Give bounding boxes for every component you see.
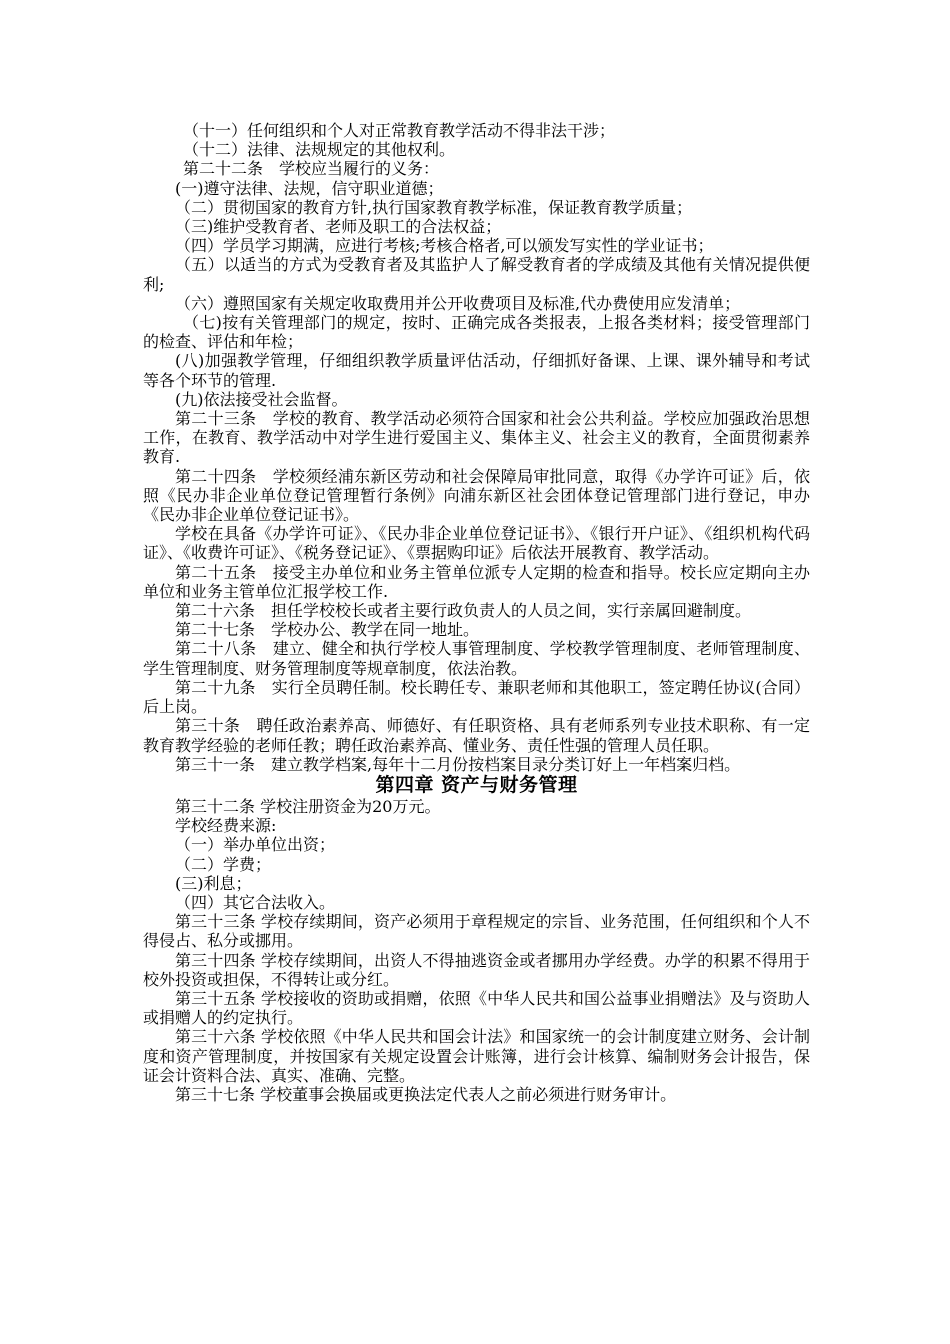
duty-item-4: （四）学员学习期满，应进行考核;考核合格者,可以颁发写实性的学业证书； [175,236,714,256]
duty-item-9: (九)依法接受社会监督。 [175,389,348,409]
funding-item-2: （二）学费； [175,854,272,874]
article-34: 第三十四条 学校存续期间，出资人不得抽逃资金或者挪用办学经费。办学的积累不得用于校外投资或担保，不得转让或分红。 [143,950,810,989]
funding-item-3: (三)利息； [175,873,252,893]
article-32: 第三十二条 学校注册资金为20万元。 [175,796,441,816]
duty-item-5: （五）以适当的方式为受教育者及其监护人了解受教育者的学成绩及其他有关情况提供便利; [143,255,810,294]
duty-item-7: （七)按有关管理部门的规定，按时、正确完成各类报表，上报各类材料；接受管理部门的检查、评估和年检； [143,313,810,352]
funding-item-4: （四）其它合法收入。 [175,892,336,912]
article-28: 第二十八条 建立、健全和执行学校人事管理制度、学校教学管理制度、老师管理制度、学生管理制度、财务管理制度等规章制度，依法治教。 [143,639,810,678]
article-33: 第三十三条 学校存续期间，资产必须用于章程规定的宗旨、业务范围，任何组织和个人不得侵占、私分或挪用。 [143,912,810,951]
article-24: 第二十四条 学校须经浦东新区劳动和社会保障局审批同意，取得《办学许可证》后，依照《民办非企业单位登记管理暂行条例》向浦东新区社会团体登记管理部门进行登记，申办《民办非企业单位登记证书》。 [143,466,810,525]
chapter-heading: 第四章 资产与财务管理 [375,773,578,796]
article-35: 第三十五条 学校接收的资助或捐赠，依照《中华人民共和国公益事业捐赠法》及与资助人或捐赠人的约定执行。 [143,988,810,1028]
document-page [143,121,810,1104]
funding-sources-heading: 学校经费来源: [175,816,277,836]
clause-item-11: （十一）任何组织和个人对正常教育教学活动不得非法干涉； [183,121,616,140]
article-36: 第三十六条 学校依照《中华人民共和国会计法》和国家统一的会计制度建立财务、会计制度和资产管理制度，并按国家有关规定设置会计账簿，进行会计核算、编制财务会计报告，保证会计资料合法、真实、准确、完整。 [143,1027,810,1085]
duty-item-3: （三)维护受教育者、老师及职工的合法权益； [175,217,502,237]
duty-item-6: （六）遵照国家有关规定收取费用并公开收费项目及标准,代办费使用应发清单； [175,293,741,313]
clause-item-12: （十二）法律、法规规定的其他权利。 [183,140,456,160]
article-37: 第三十七条 学校董事会换届或更换法定代表人之前必须进行财务审计。 [175,1084,677,1104]
article-26: 第二十六条 担任学校校长或者主要行政负责人的人员之间，实行亲属回避制度。 [175,601,752,621]
article-30: 第三十条 聘任政治素养高、师德好、有任职资格、具有老师系列专业技术职称、有一定教育教学经验的老师任教；聘任政治素养高、懂业务、责任性强的管理人员任职。 [143,716,810,755]
funding-item-1: （一）举办单位出资； [175,835,336,855]
article-24-continuation: 学校在具备《办学许可证》、《民办非企业单位登记证书》、《银行开户证》、《组织机构代码证》、《收费许可证》、《税务登记证》、《票据购印证》后依法开展教育、教学活动。 [143,524,810,563]
article-23: 第二十三条 学校的教育、教学活动必须符合国家和社会公共利益。学校应加强政治思想工作，在教育、教学活动中对学生进行爱国主义、集体主义、社会主义的教育，全面贯彻素养教育. [143,409,810,467]
duty-item-8: (八)加强教学管理，仔细组织教学质量评估活动，仔细抓好备课、上课、课外辅导和考试等各个环节的管理. [143,351,810,390]
article-27: 第二十七条 学校办公、教学在同一地址。 [175,620,480,640]
article-31: 第三十一条 建立教学档案,每年十二月份按档案目录分类订好上一年档案归档。 [175,754,741,774]
article-25: 第二十五条 接受主办单位和业务主管单位派专人定期的检查和指导。校长应定期向主办单位和业务主管单位汇报学校工作. [143,562,810,601]
duty-item-1: (一)遵守法律、法规，信守职业道德； [175,178,444,198]
duty-item-2: （二）贯彻国家的教育方针,执行国家教育教学标准，保证教育教学质量； [175,197,693,217]
article-22: 第二十二条 学校应当履行的义务： [183,159,440,179]
article-29: 第二十九条 实行全员聘任制。校长聘任专、兼职老师和其他职工，签定聘任协议(合同）后上岗。 [143,677,810,717]
